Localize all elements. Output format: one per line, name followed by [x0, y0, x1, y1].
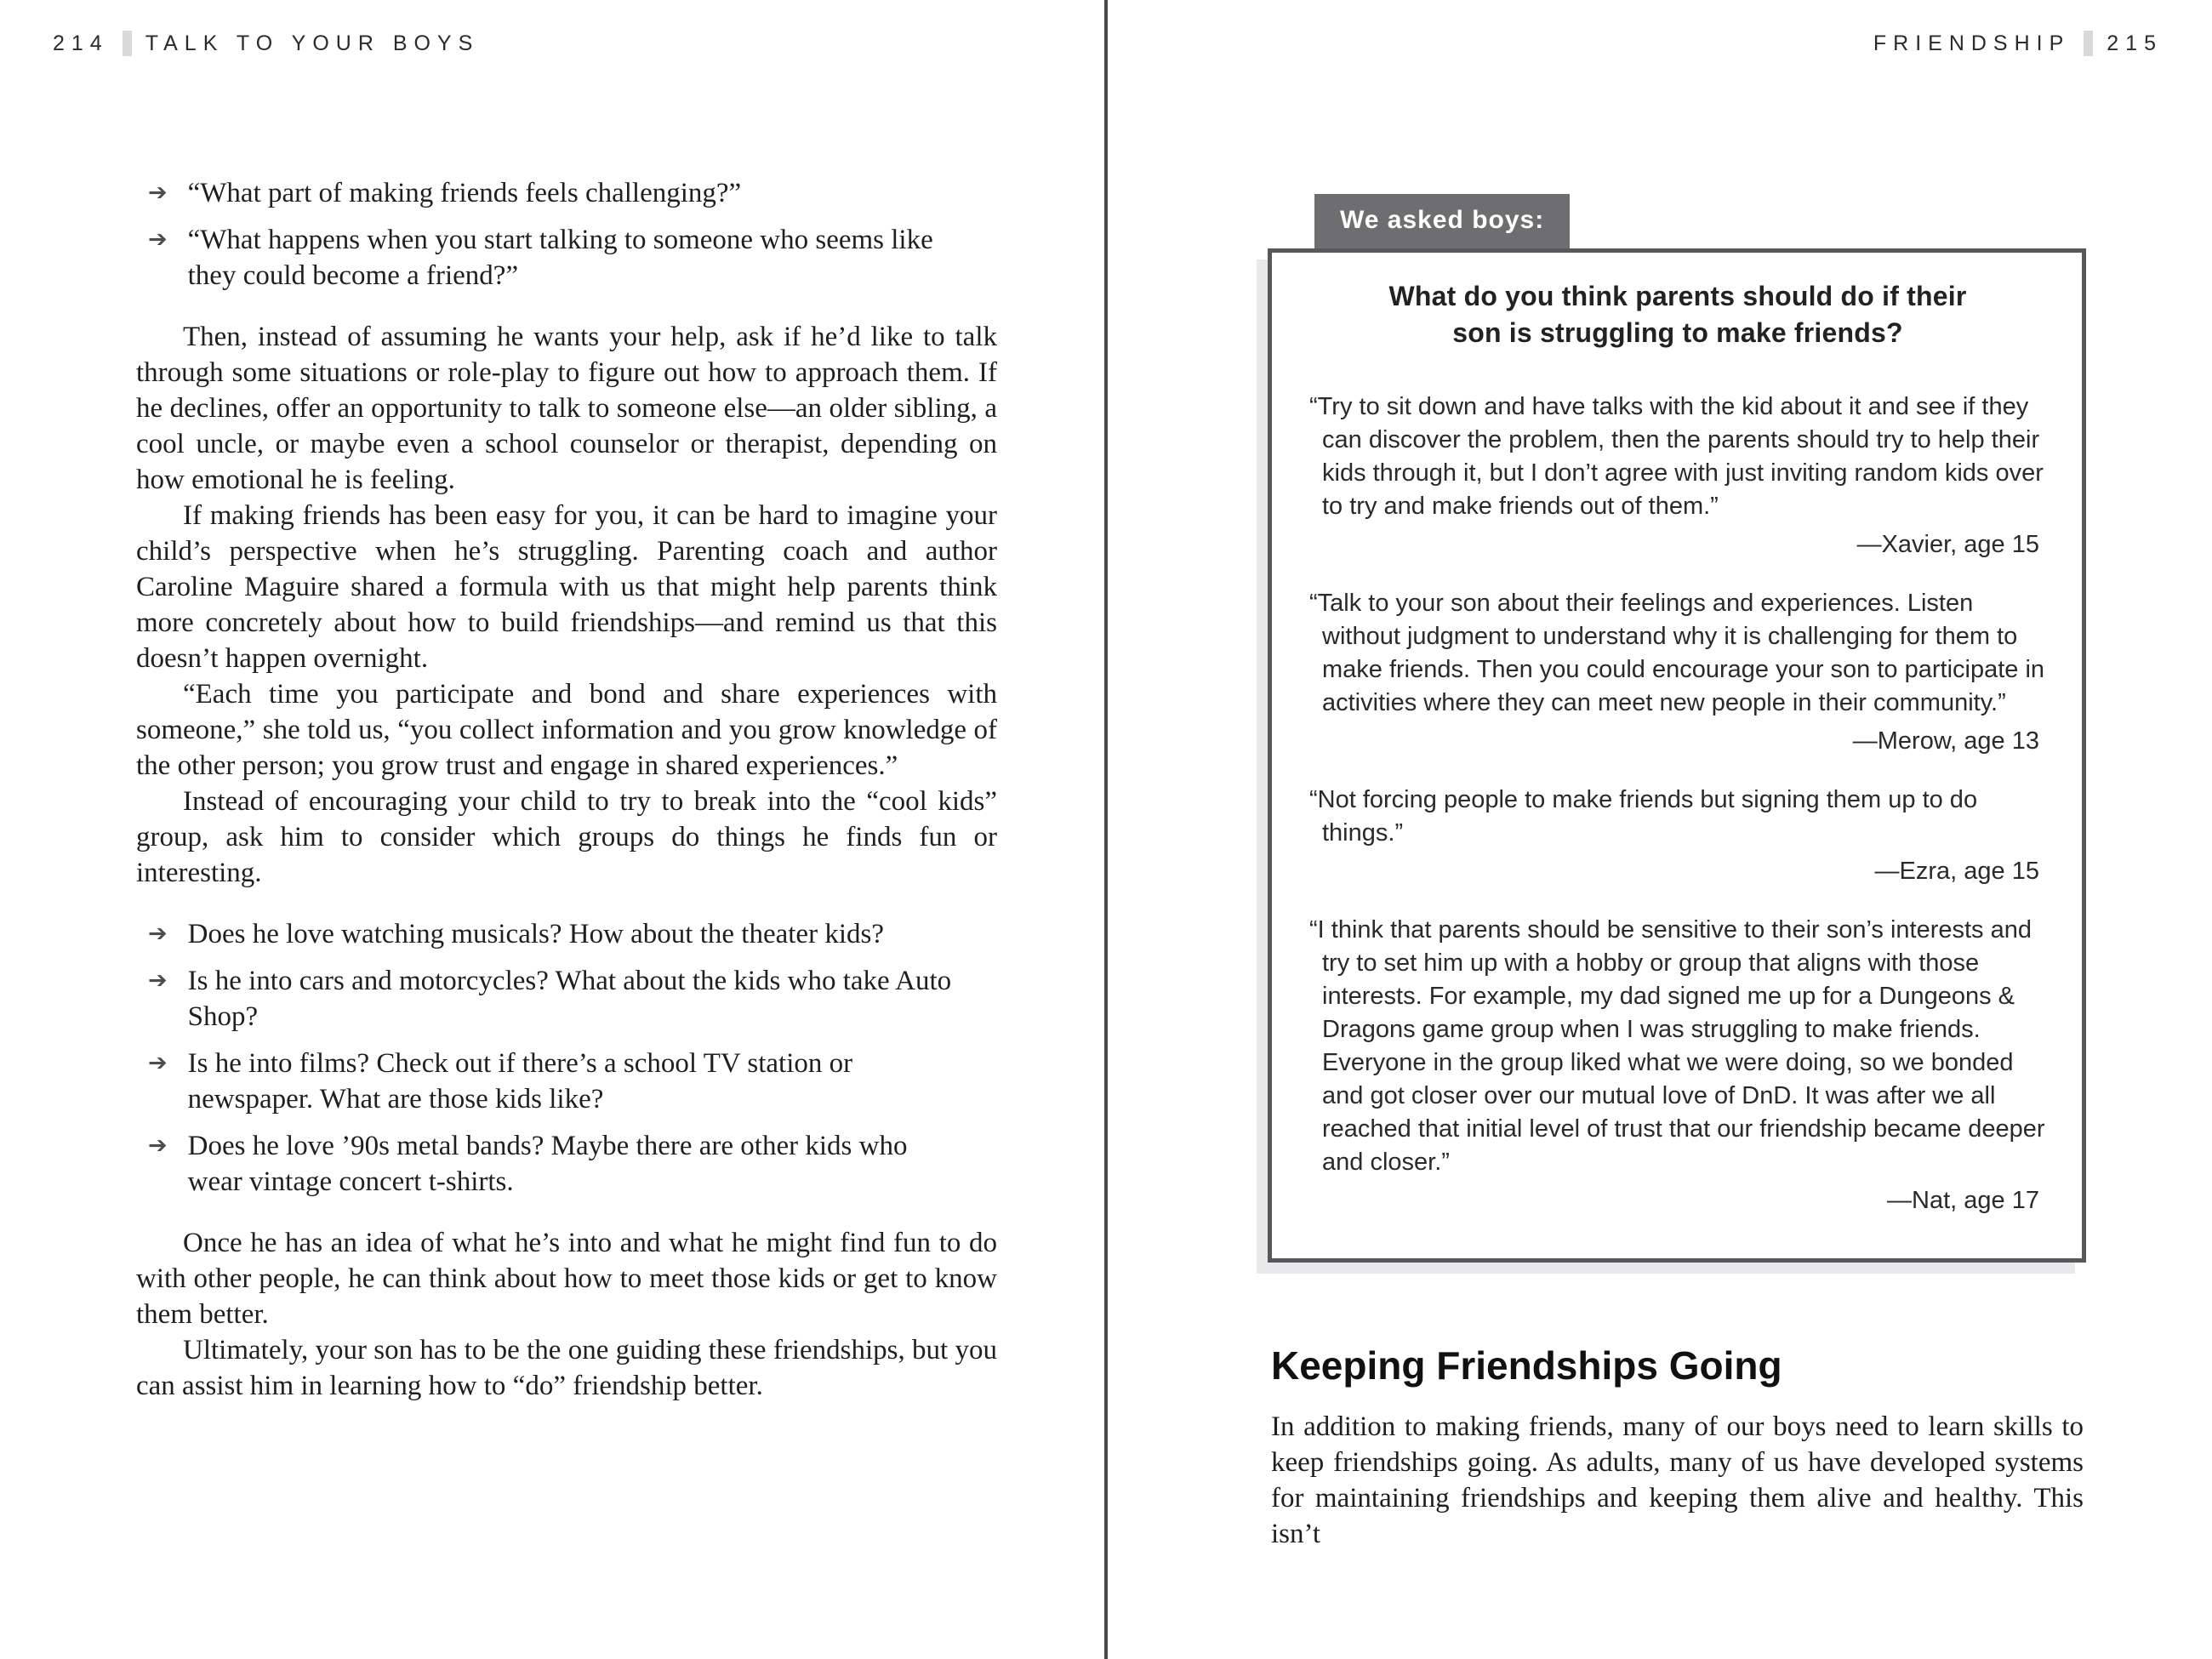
callout-question: What do you think parents should do if their son is struggling to make friends? [1388, 281, 1967, 348]
bullet-text: “What part of making friends feels challenging?” [187, 178, 742, 208]
bullet-text: Does he love ’90s metal bands? Maybe there are other kids who wear vintage concert t-shirts. [187, 1131, 908, 1197]
list-item [148, 175, 997, 211]
list-item [148, 963, 997, 1035]
interest-bullet-list [136, 916, 997, 1200]
paragraph: Instead of encouraging your child to try to break into the “cool kids” group, ask him to consider which groups do things he finds fun or interesting. [136, 786, 997, 888]
quote-attribution: —Nat, age 17 [1887, 1187, 2039, 1214]
boy-quote [1309, 391, 2046, 562]
arrow-bullet-icon: ➔ [148, 967, 168, 994]
chapter-title: FRIENDSHIP [1873, 31, 2071, 55]
paragraph: “Each time you participate and bond and share experiences with someone,” she told us, “you collect information and you grow knowledge of the other person; you grow trust and engage in shared experiences.” [136, 679, 997, 781]
body-paragraphs [136, 319, 997, 891]
quote-text: “Talk to your son about their feelings and experiences. Listen without judgment to understand why it is challenging for them to make friends. Then you could encourage your son to participate in activities where they can meet new people in their community.” [1309, 590, 2045, 716]
running-head-right [1873, 31, 2163, 56]
arrow-bullet-icon: ➔ [148, 1050, 168, 1076]
header-divider-bar [123, 31, 132, 56]
quote-text: “Try to sit down and have talks with the kid about it and see if they can discover the problem, then the parents should try to help their kids through it, but I don’t agree with just inviting random kids over to try and make friends out of them.” [1309, 393, 2044, 520]
quote-box [1268, 248, 2086, 1263]
boy-quote [1309, 587, 2046, 758]
bullet-text: Does he love watching musicals? How about the theater kids? [187, 919, 884, 949]
list-item [148, 1046, 997, 1117]
arrow-bullet-icon: ➔ [148, 1132, 168, 1159]
list-item [148, 1128, 997, 1200]
paragraph: In addition to making friends, many of our boys need to learn skills to keep friendships going. As adults, many of us have developed systems for maintaining friendships and keeping them alive and healthy. This isn’t [1271, 1411, 2084, 1549]
paragraph: If making friends has been easy for you, it can be hard to imagine your child’s perspective when he’s struggling. Parenting coach and author Caroline Maguire shared a formula with us that might help parents think more concretely about how to build friendships—and remind us that this doesn’t happen overnight. [136, 500, 997, 674]
paragraph: Then, instead of assuming he wants your help, ask if he’d like to talk through some situations or role-play to figure out how to approach them. If he declines, offer an opportunity to talk to someone else—an older sibling, a cool uncle, or maybe even a school counselor or therapist, depending on how emotional he is feeling. [136, 322, 997, 495]
we-asked-boys-callout [1268, 194, 2086, 1263]
paragraph: Ultimately, your son has to be the one guiding these friendships, but you can assist him in learning how to “do” friendship better. [136, 1335, 997, 1401]
page-number-left: 214 [53, 31, 109, 55]
question-bullet-list [136, 175, 997, 294]
paragraph: Once he has an idea of what he’s into and what he might find fun to do with other people, he can think about how to meet those kids or get to know them better. [136, 1228, 997, 1330]
quote-text: “I think that parents should be sensitive to their son’s interests and try to set him up with a hobby or group that aligns with those interests. For example, my dad signed me up for a Dungeons & Dragons game group when I was struggling to make friends. Everyone in the group liked what we were doing, so we bonded and got closer over our mutual love of DnD. It was after we all reached that initial level of trust that our friendship became deeper and closer.” [1309, 916, 2045, 1176]
arrow-bullet-icon: ➔ [148, 226, 168, 253]
callout-tab-label: We asked boys: [1314, 194, 1570, 248]
running-head-left [53, 31, 479, 56]
arrow-bullet-icon: ➔ [148, 180, 168, 206]
page-number-right: 215 [2107, 31, 2163, 55]
keeping-friendships-section [1271, 1343, 2084, 1552]
boy-quote [1309, 784, 2046, 888]
quote-attribution: —Xavier, age 15 [1856, 531, 2039, 558]
boy-quote [1309, 914, 2046, 1217]
body-paragraphs [136, 1225, 997, 1404]
bullet-text: “What happens when you start talking to someone who seems like they could become a friend?” [187, 225, 933, 291]
quote-attribution: —Merow, age 13 [1852, 727, 2039, 755]
arrow-bullet-icon: ➔ [148, 921, 168, 947]
page-right [1108, 0, 2212, 1659]
section-heading: Keeping Friendships Going [1271, 1343, 1782, 1388]
page-left [0, 0, 1104, 1659]
bullet-text: Is he into cars and motorcycles? What about the kids who take Auto Shop? [187, 966, 952, 1032]
header-divider-bar [2084, 31, 2093, 56]
list-item [148, 222, 997, 294]
list-item [148, 916, 997, 952]
book-title: TALK TO YOUR BOYS [145, 31, 480, 55]
left-page-body [136, 175, 997, 1404]
quote-text: “Not forcing people to make friends but signing them up to do things.” [1309, 786, 1978, 847]
quote-attribution: —Ezra, age 15 [1874, 858, 2039, 885]
bullet-text: Is he into films? Check out if there’s a school TV station or newspaper. What are those kids like? [187, 1048, 853, 1115]
